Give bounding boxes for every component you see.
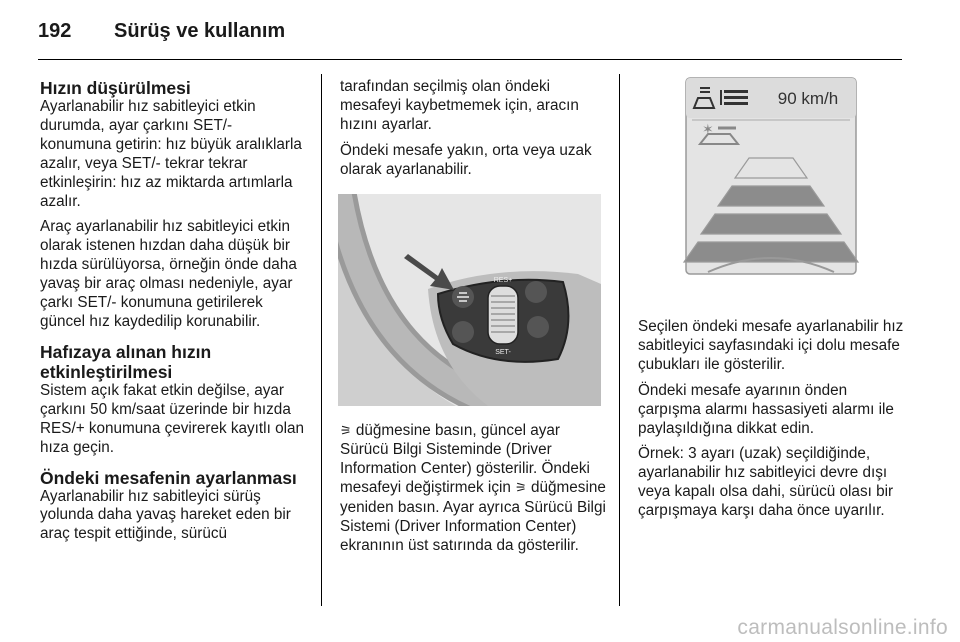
follow-distance-icon: ⚞	[340, 423, 352, 439]
paragraph: Öndeki mesafe yakın, orta veya uzak olarak ayarlanabilir.	[340, 141, 592, 178]
dic-display-illustration	[638, 72, 900, 302]
follow-distance-icon: ⚞	[515, 481, 527, 497]
svg-text:✶: ✶	[702, 122, 714, 138]
distance-bars-icon	[720, 90, 748, 105]
paragraph: ⚞ düğmesine basın, güncel ayar Sürücü Bilgi Sisteminde (Driver Information Center) gösterilir. Öndeki mesafeyi değiştirmek için ⚞ düğmesine yeniden basın. Ayar ayrıca Sürücü Bilgi Sistemi (Driver Information Center) ekranının üst satırında da gösterilir.	[340, 421, 606, 554]
cruise-on-button	[525, 281, 547, 303]
res-label: RES+	[493, 276, 513, 284]
distance-bar	[718, 186, 824, 206]
heading-stored-speed: Hafızaya alınan hızın etkinleştirilmesi	[40, 341, 212, 382]
section-title: Sürüş ve kullanım	[114, 20, 286, 42]
cancel-button	[452, 321, 474, 343]
column-1	[40, 78, 306, 551]
paragraph: tarafından seçilmiş olan öndeki mesafeyi kaybetmemek için, aracın hızını ayarlar.	[340, 78, 579, 133]
paragraph: Öndeki mesafe ayarının önden çarpışma alarmı hassasiyeti alarmı ile paylaşıldığına dikkat edin.	[638, 381, 894, 437]
watermark: carmanualsonline.info	[737, 616, 948, 639]
distance-bar	[701, 214, 841, 234]
driver-information-center-image	[638, 72, 900, 302]
steering-wheel-illustration	[338, 194, 601, 406]
paragraph: Sistem açık fakat etkin değilse, ayar çarkını 50 km/saat üzerinde bir hızda RES/+ konumuna çevirerek kayıtlı olan hıza geçin.	[40, 381, 304, 456]
paragraph: Seçilen öndeki mesafe ayarlanabilir hız sabitleyici sayfasındaki içi dolu mesafe çubukları ile gösterilir.	[638, 318, 904, 373]
steering-wheel-controls-image	[338, 194, 601, 406]
thumb-wheel	[488, 286, 518, 344]
page-number: 192	[38, 20, 72, 42]
paragraph: Araç ayarlanabilir hız sabitleyici etkin olarak istenen hızdan daha düşük bir hızda sürülüyorsa, örneğin önde daha yavaş bir araç olması nedeniyle, ayar çarkı SET/- konumuna getirilerek güncel hız kaydedilip korunabilir.	[40, 218, 297, 330]
heading-speed-reduction: Hızın düşürülmesi	[40, 78, 191, 98]
limiter-button	[527, 316, 549, 338]
column-divider-2	[619, 74, 620, 606]
column-divider-1	[321, 74, 322, 606]
paragraph: Örnek: 3 ayarı (uzak) seçildiğinde, ayarlanabilir hız sabitleyici devre dışı veya kapalı olsa dahi, sürücü olası bir çarpışmaya karşı daha önce uyarılır.	[638, 445, 894, 520]
dic-speed: 90 km/h	[777, 89, 839, 108]
paragraph: Ayarlanabilir hız sabitleyici etkin durumda, ayar çarkını SET/- konumuna getirin: hız büyük aralıklarla azalır, veya SET/- tekrar tekrar etkinleşirin: hız az miktarda artımlarla azalır.	[40, 98, 302, 210]
paragraph: Ayarlanabilir hız sabitleyici sürüş yolunda daha yavaş hareket eden bir araç tespit ettiğinde, sürücü	[40, 487, 291, 543]
heading-follow-distance: Öndeki mesafenin ayarlanması	[40, 467, 297, 488]
column-2	[340, 78, 608, 563]
page-header	[38, 20, 285, 50]
column-3	[638, 78, 904, 528]
set-label: SET-	[495, 348, 511, 356]
header-rule	[38, 59, 902, 60]
